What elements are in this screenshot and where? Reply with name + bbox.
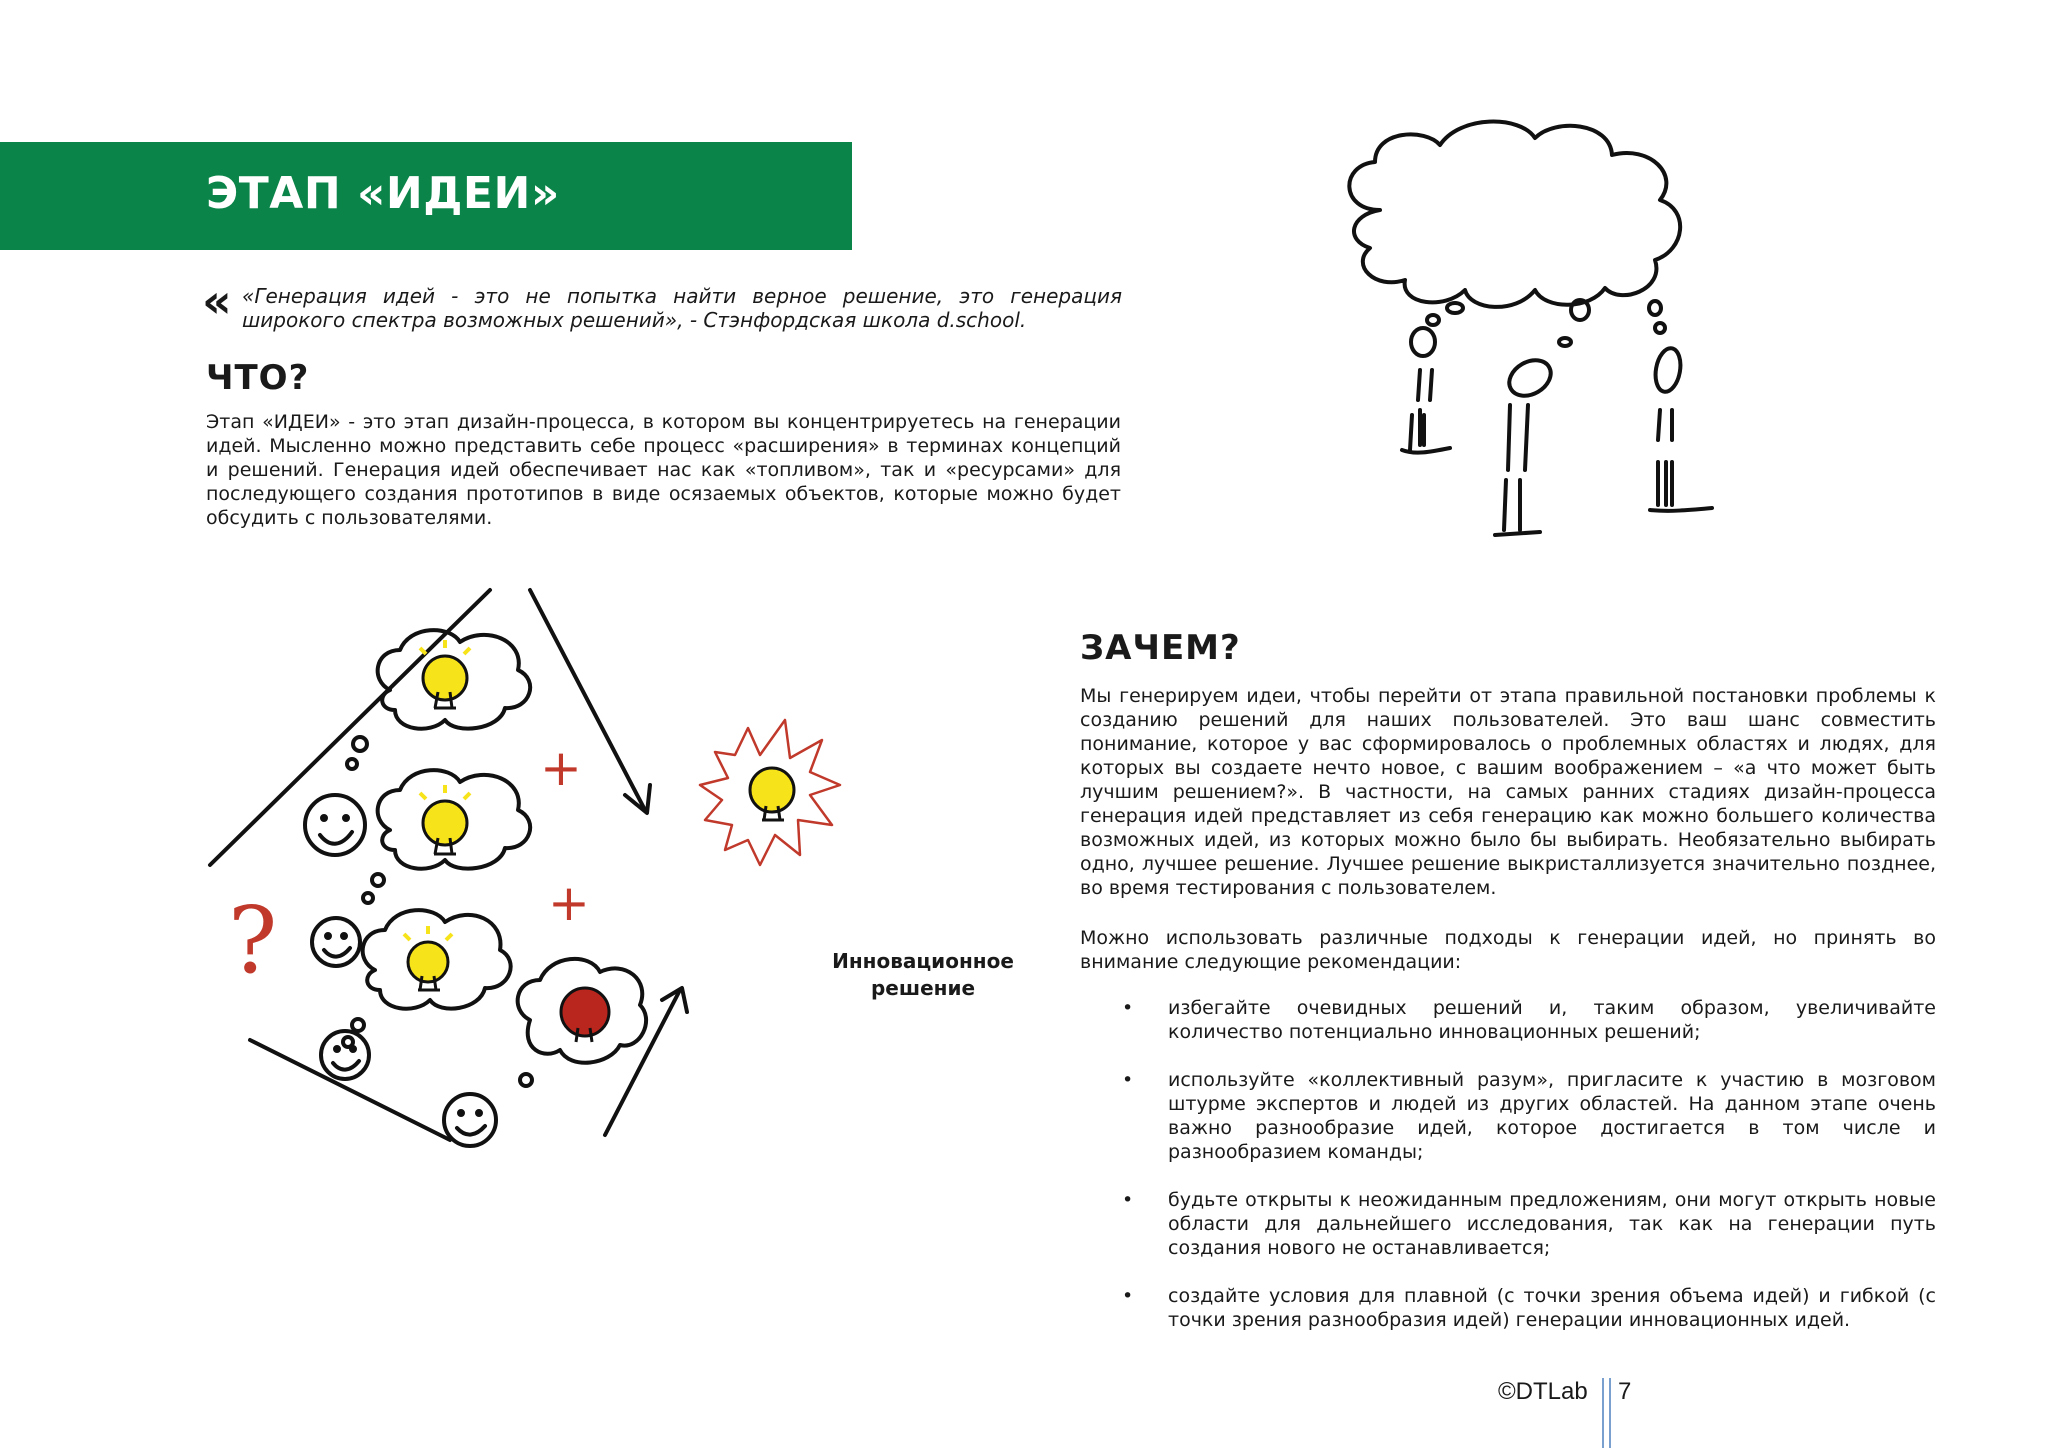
- list-item-text: создайте условия для плавной (с точки зрения объема идей) и гибкой (с точки зрения разнообразия идей) генерации инновационных идей.: [1168, 1285, 1936, 1331]
- thought-cloud-icon: [1349, 122, 1680, 307]
- what-paragraph: Этап «ИДЕИ» - это этап дизайн-процесса, в котором вы концентрируетесь на генерации идей. Мысленно можно представить себе процесс «расширения» в терминах концепций и решений. Генерация идей обеспечивает нас как «топливом», так и «ресурсами» для последующего создания прототипов в виде осязаемых объектов, которые можно будет обсудить с пользователями.: [206, 411, 1121, 529]
- stick-figure-right-icon: [1650, 346, 1712, 511]
- bullet-icon: •: [1122, 1069, 1134, 1091]
- thought-cloud-people-illustration: [1320, 110, 1780, 550]
- quote-mark-icon: «: [202, 274, 232, 328]
- footer-divider: [1602, 1378, 1611, 1448]
- page-number: 7: [1618, 1378, 1632, 1405]
- plus-icon: +: [548, 874, 590, 932]
- innovation-caption: Инновационное решение: [832, 949, 1014, 1000]
- innovation-lightbulb-icon: [750, 768, 794, 820]
- why-paragraph-1: Мы генерируем идеи, чтобы перейти от этапа правильной постановки проблемы к созданию решений для наших пользователей. Это ваш шанс совместить понимание, которое у вас сформировалось о проблемных областях и людях, для которых вы создаете нечто новое, с вашим воображением – «а что может быть лучшим решением?». В частности, на самых ранних стадиях дизайн-процесса генерация идей представляет из себя генерацию как можно большего количества возможных идей, из которых можно было бы выбирать. Необязательно выбирать одно, лучшее решение. Лучшее решение выкристаллизуется значительно позднее, во время тестирования с пользователем.: [1080, 685, 1936, 899]
- why-heading: ЗАЧЕМ?: [1080, 628, 1241, 668]
- bullet-icon: •: [1122, 1189, 1134, 1211]
- plus-icon: +: [540, 739, 582, 797]
- smiley-face-icon: [444, 1094, 496, 1146]
- lightbulb-icon: [420, 785, 470, 854]
- list-item: [1108, 1284, 1936, 1332]
- header-band: [0, 142, 852, 250]
- page-title: ЭТАП «ИДЕИ»: [206, 168, 560, 219]
- red-idea-icon: [561, 988, 609, 1042]
- smiley-face-icon: [305, 795, 365, 855]
- stick-figure-left-icon: [1402, 328, 1450, 453]
- list-item: [1108, 996, 1936, 1044]
- bullet-icon: •: [1122, 1285, 1134, 1307]
- list-item-text: избегайте очевидных решений и, таким образом, увеличивайте количество потенциально инновационных решений;: [1168, 997, 1936, 1043]
- list-item-text: используйте «коллективный разум», пригласите к участию в мозговом штурме экспертов и людей из других областей. На данном этапе очень важно разнообразие идей, которое достигается в том числе и разнообразием команды;: [1168, 1069, 1936, 1163]
- bullet-icon: •: [1122, 997, 1134, 1019]
- ideas-diagram-illustration: [200, 580, 800, 1160]
- question-mark-icon: ?: [228, 887, 278, 994]
- list-item-text: будьте открыты к неожиданным предложениям, они могут открыть новые области для дальнейшего исследования, так как на генерации путь создания нового не останавливается;: [1168, 1189, 1936, 1259]
- epigraph-quote: «Генерация идей - это не попытка найти верное решение, это генерация широкого спектра возможных решений», - Стэнфордская школа d.school.: [242, 284, 1122, 332]
- why-paragraph-2: Можно использовать различные подходы к генерации идей, но принять во внимание следующие рекомендации:: [1080, 927, 1936, 973]
- list-item: [1108, 1068, 1936, 1164]
- list-item: [1108, 1188, 1936, 1260]
- stick-figure-middle-icon: [1495, 353, 1557, 535]
- lightbulb-icon: [404, 926, 452, 990]
- recommendations-list: [1108, 996, 1936, 1356]
- what-heading: ЧТО?: [206, 358, 310, 398]
- smiley-face-icon: [312, 918, 360, 966]
- copyright-label: ©DTLab: [1498, 1378, 1588, 1405]
